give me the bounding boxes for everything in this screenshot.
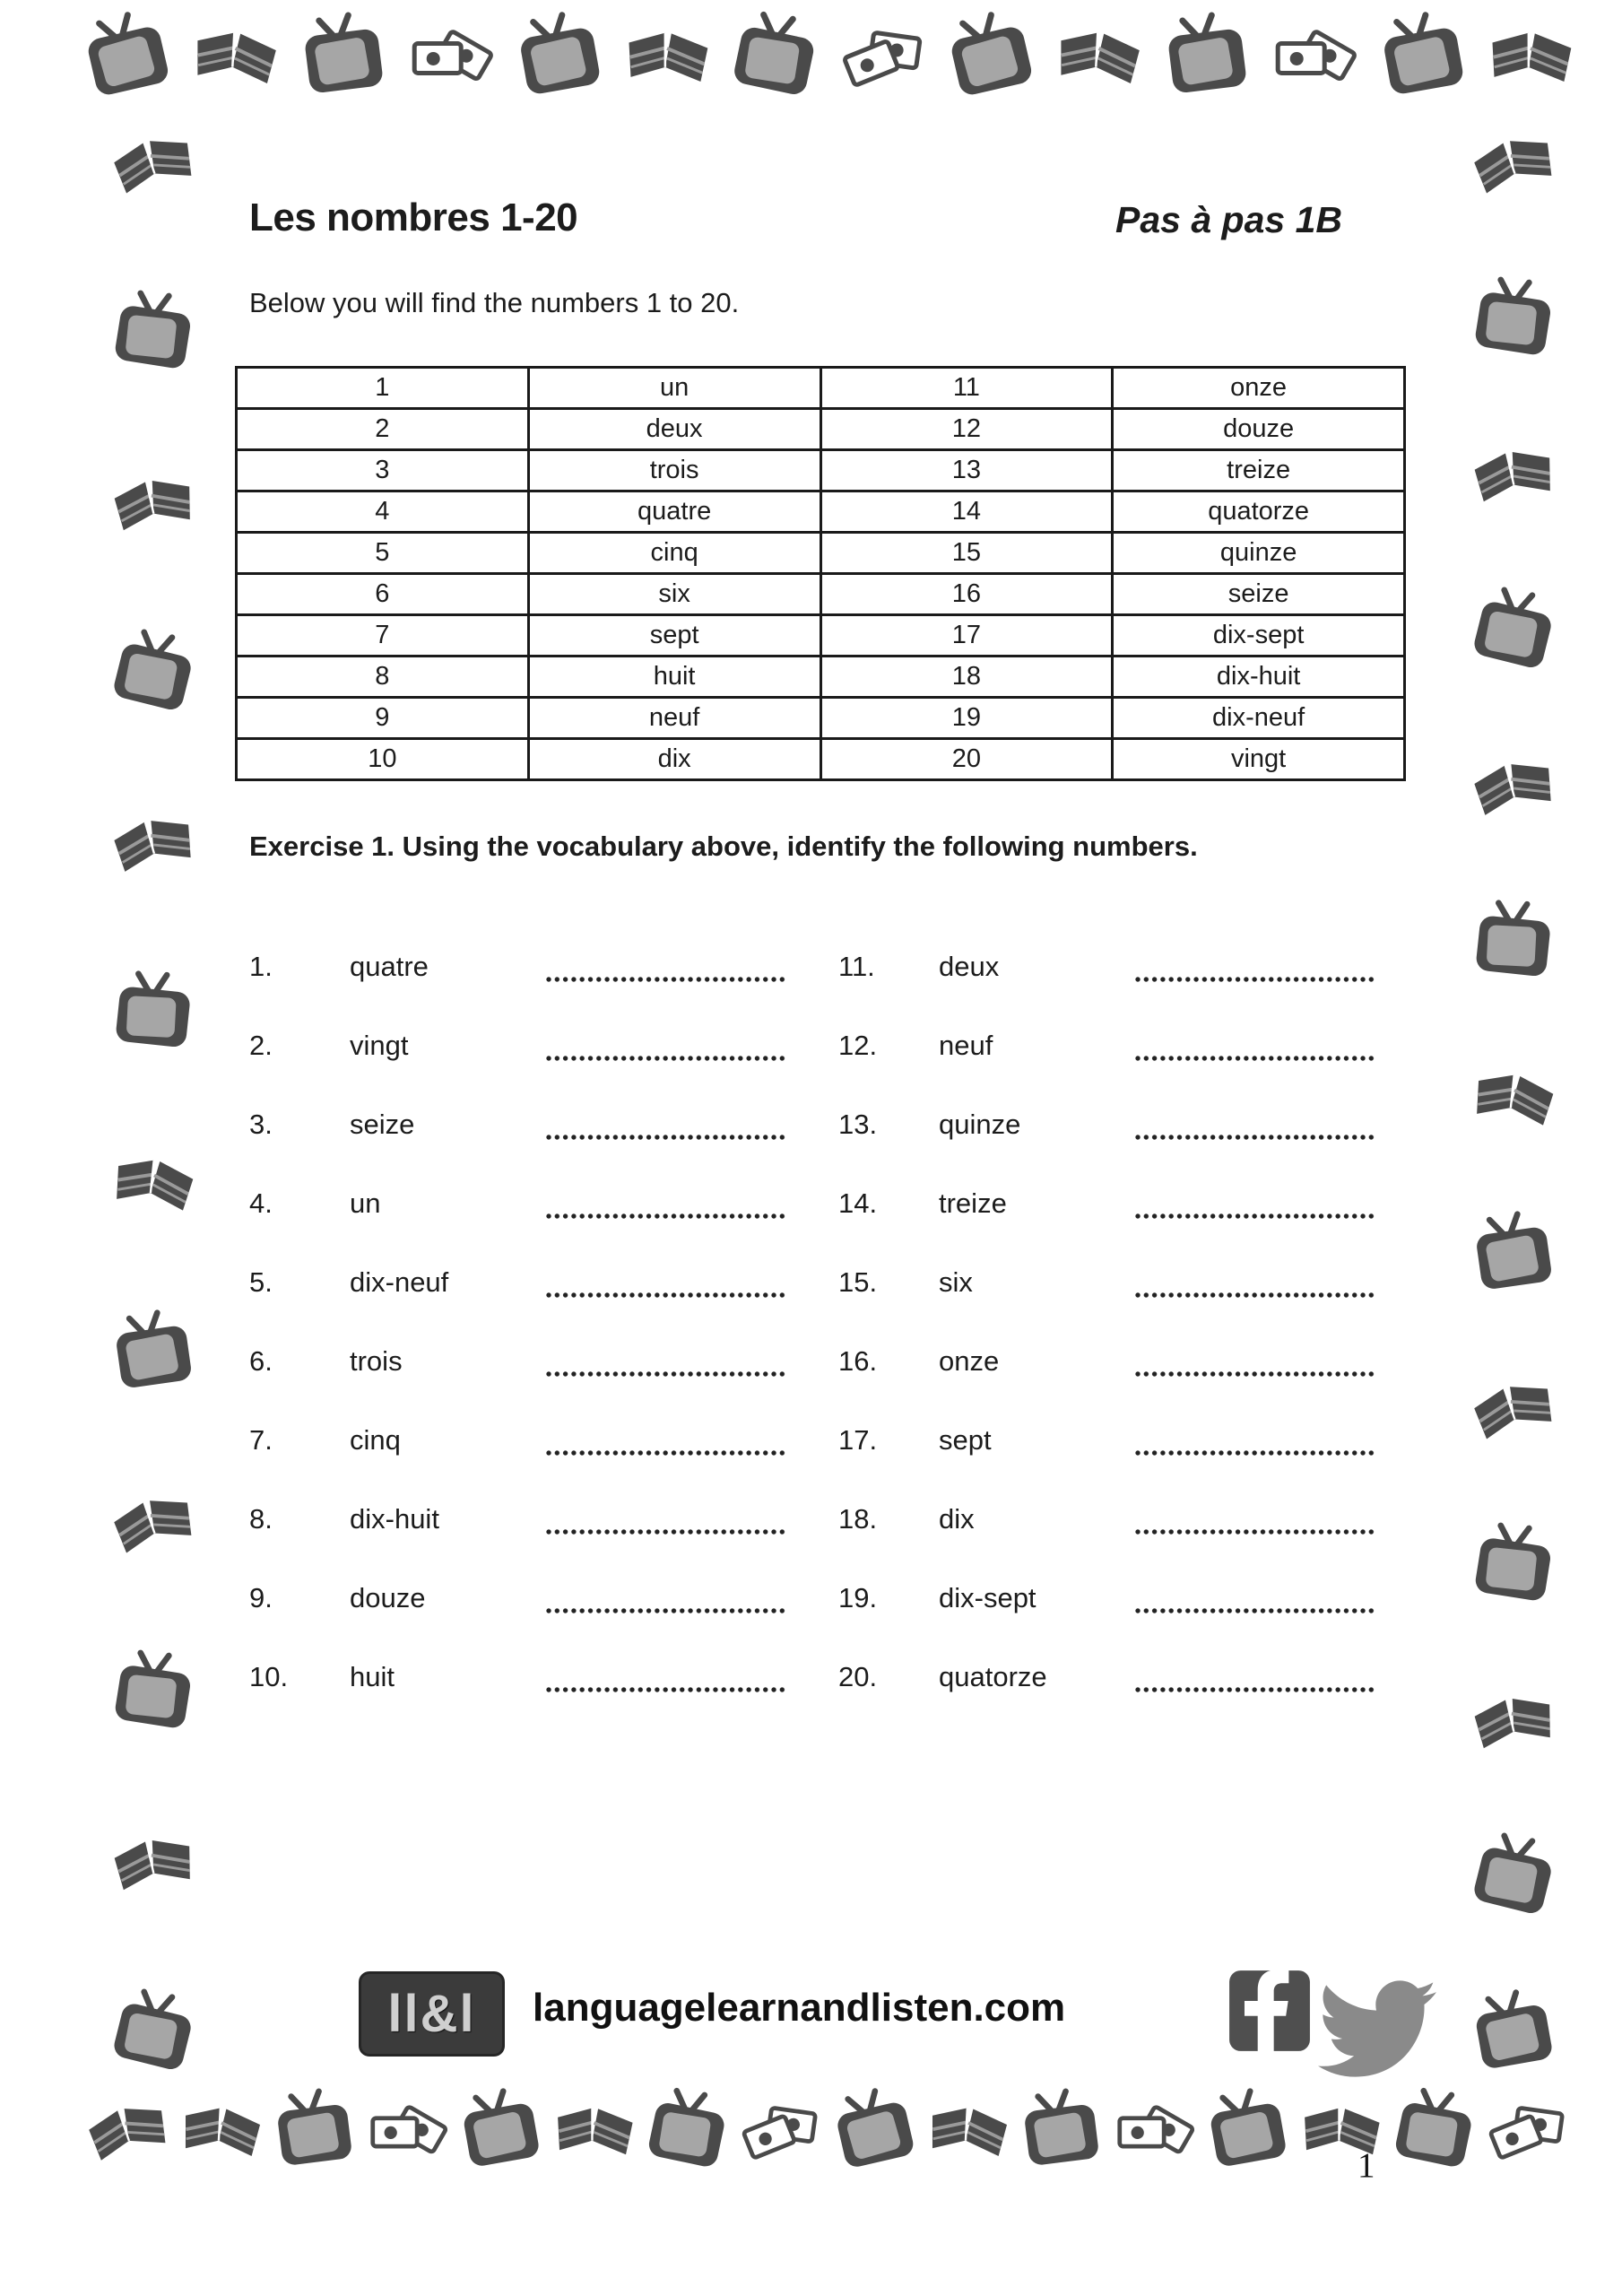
vocab-word-cell: onze (1113, 368, 1405, 409)
answer-blank (545, 1607, 785, 1615)
flag-icon (1466, 428, 1562, 524)
tv-icon (293, 7, 393, 107)
answer-blank (1134, 1213, 1375, 1221)
vocab-word-cell: un (528, 368, 820, 409)
website-link[interactable]: languagelearnandlisten.com (533, 1986, 1066, 2030)
exercise-item-word: quinze (939, 1109, 1021, 1140)
twitter-icon[interactable] (1318, 1970, 1436, 2059)
exercise-item (249, 1175, 787, 1254)
vocab-word-cell: douze (1113, 409, 1405, 450)
exercise-item-number: 6. (249, 1345, 273, 1377)
exercise-item (838, 1017, 1385, 1096)
exercise-item-number: 15. (838, 1266, 878, 1298)
tv-icon (106, 967, 201, 1062)
vocab-word-cell: cinq (528, 533, 820, 574)
vocab-word-cell: dix-huit (1113, 657, 1405, 698)
exercise-item-word: huit (350, 1661, 395, 1692)
answer-blank (545, 1292, 785, 1300)
social-links (1228, 1970, 1436, 2059)
table-row (237, 657, 1405, 698)
vocab-number-cell: 20 (820, 739, 1113, 780)
exercise-item-number: 2. (249, 1030, 273, 1061)
money-icon (356, 2079, 459, 2182)
border-top (82, 9, 1575, 106)
tv-icon (101, 1981, 205, 2085)
exercise-item (249, 1254, 787, 1333)
vocab-number-cell: 14 (820, 491, 1113, 533)
exercise-item-number: 20. (838, 1661, 878, 1692)
exercise-item-number: 4. (249, 1187, 273, 1219)
exercise-item-word: quatre (350, 951, 429, 982)
exercise-item-word: quatorze (939, 1661, 1047, 1692)
vocab-table-body (237, 368, 1405, 780)
exercise-item-word: douze (350, 1582, 426, 1613)
facebook-icon[interactable] (1228, 1970, 1311, 2057)
answer-blank (545, 1134, 785, 1142)
flag-icon (184, 6, 286, 109)
flag-icon (77, 2080, 179, 2182)
vocab-number-cell: 8 (237, 657, 529, 698)
answer-blank (1134, 1055, 1375, 1063)
tv-icon (104, 285, 203, 384)
answer-blank (545, 1686, 785, 1694)
exercise-item (249, 1017, 787, 1096)
vocab-word-cell: six (528, 574, 820, 615)
tv-icon (267, 2083, 362, 2179)
vocab-word-cell: dix (528, 739, 820, 780)
tv-icon (937, 4, 1045, 111)
exercise-item-number: 19. (838, 1582, 878, 1613)
vocab-number-cell: 9 (237, 698, 529, 739)
tv-icon (1383, 2081, 1485, 2182)
table-row (237, 574, 1405, 615)
exercise-item-number: 14. (838, 1187, 878, 1219)
border-bottom (85, 2086, 1570, 2176)
money-icon (397, 3, 506, 111)
exercise-item (838, 1570, 1385, 1648)
vocab-word-cell: quinze (1113, 533, 1405, 574)
vocab-word-cell: treize (1113, 450, 1405, 491)
vocab-number-cell: 17 (820, 615, 1113, 657)
exercise-item-word: treize (939, 1187, 1007, 1219)
exercise-item (838, 1491, 1385, 1570)
exercise-item-number: 7. (249, 1424, 273, 1456)
exercise-item-number: 10. (249, 1661, 289, 1692)
vocab-number-cell: 18 (820, 657, 1113, 698)
exercise-item-word: six (939, 1266, 973, 1298)
tv-icon (1462, 579, 1566, 683)
page-title: Les nombres 1-20 (249, 196, 578, 239)
exercise-item (249, 1412, 787, 1491)
vocab-word-cell: quatorze (1113, 491, 1405, 533)
flag-icon (101, 112, 204, 215)
exercise-item-word: un (350, 1187, 381, 1219)
exercise-item (838, 1254, 1385, 1333)
table-row (237, 450, 1405, 491)
answer-blank (545, 1055, 785, 1063)
flag-icon (919, 2083, 1017, 2180)
tv-icon (74, 4, 181, 111)
tv-icon (1465, 1205, 1562, 1302)
exercise-item (838, 1333, 1385, 1412)
flag-icon (1463, 737, 1563, 837)
exercise-item-number: 18. (838, 1503, 878, 1535)
table-row (237, 533, 1405, 574)
flag-icon (172, 2083, 270, 2180)
flag-icon (618, 8, 716, 107)
exercise-item-word: deux (939, 951, 1000, 982)
answer-blank (545, 1213, 785, 1221)
answer-blank (1134, 1686, 1375, 1694)
exercise-item-word: onze (939, 1345, 1000, 1377)
tv-icon (105, 1305, 202, 1402)
table-row (237, 368, 1405, 409)
exercise-item-number: 12. (838, 1030, 878, 1061)
flag-icon (1047, 6, 1149, 109)
answer-blank (1134, 1449, 1375, 1457)
vocab-word-cell: dix-neuf (1113, 698, 1405, 739)
money-icon (733, 2083, 828, 2179)
exercise-item-word: cinq (350, 1424, 401, 1456)
course-label: Pas à pas 1B (1115, 199, 1342, 240)
vocab-word-cell: seize (1113, 574, 1405, 615)
flag-icon (103, 794, 203, 893)
answer-blank (545, 976, 785, 984)
table-row (237, 491, 1405, 533)
exercise-item (249, 1096, 787, 1175)
flag-icon (1462, 1359, 1565, 1462)
flag-icon (1462, 1048, 1565, 1150)
exercise-item-number: 9. (249, 1582, 273, 1613)
exercise-item-number: 11. (838, 951, 875, 982)
vocab-number-cell: 4 (237, 491, 529, 533)
flag-icon (1481, 8, 1580, 107)
vocab-word-cell: dix-sept (1113, 615, 1405, 657)
exercise-item (838, 1096, 1385, 1175)
vocab-number-cell: 5 (237, 533, 529, 574)
vocab-word-cell: quatre (528, 491, 820, 533)
exercise-item (838, 938, 1385, 1017)
tv-icon (722, 4, 828, 111)
intro-text: Below you will find the numbers 1 to 20. (249, 287, 740, 318)
flag-icon (102, 1133, 204, 1235)
flag-icon (106, 456, 202, 552)
exercise-item-word: neuf (939, 1030, 993, 1061)
table-row (237, 698, 1405, 739)
page-number: 1 (1357, 2146, 1375, 2185)
answer-blank (1134, 1134, 1375, 1142)
answer-blank (545, 1370, 785, 1378)
answer-blank (1134, 1292, 1375, 1300)
tv-icon (638, 2081, 739, 2182)
flag-icon (1462, 112, 1565, 215)
exercise-item (249, 1648, 787, 1727)
exercise-item (249, 938, 787, 1017)
exercise-item (838, 1175, 1385, 1254)
tv-icon (1198, 2082, 1297, 2180)
table-row (237, 409, 1405, 450)
exercise-item-number: 5. (249, 1266, 273, 1298)
money-icon (1261, 3, 1369, 111)
vocab-word-cell: vingt (1113, 739, 1405, 780)
vocab-number-cell: 2 (237, 409, 529, 450)
answer-blank (545, 1528, 785, 1536)
tv-icon (1157, 7, 1256, 107)
flag-icon (548, 2084, 641, 2178)
exercise-item-word: sept (939, 1424, 992, 1456)
exercise-item-number: 3. (249, 1109, 273, 1140)
table-row (237, 739, 1405, 780)
answer-blank (1134, 1370, 1375, 1378)
tv-icon (823, 2080, 925, 2182)
vocab-number-cell: 13 (820, 450, 1113, 491)
vocab-number-cell: 3 (237, 450, 529, 491)
border-left (81, 121, 226, 2076)
table-row (237, 615, 1405, 657)
exercise-column-right (838, 938, 1385, 1727)
site-logo (359, 1971, 505, 2057)
vocab-word-cell: trois (528, 450, 820, 491)
exercise-item-word: dix (939, 1503, 975, 1535)
tv-icon (101, 622, 205, 726)
answer-blank (1134, 976, 1375, 984)
tv-icon (452, 2082, 551, 2180)
tv-icon (1371, 5, 1475, 109)
tv-icon (1464, 271, 1563, 370)
tv-icon (1466, 896, 1561, 991)
exercise-item-number: 13. (838, 1109, 878, 1140)
money-icon (1479, 2083, 1575, 2179)
vocab-number-cell: 7 (237, 615, 529, 657)
exercise-item-word: seize (350, 1109, 415, 1140)
vocab-number-cell: 10 (237, 739, 529, 780)
money-icon (1103, 2079, 1206, 2182)
vocab-number-cell: 16 (820, 574, 1113, 615)
exercise-item (249, 1333, 787, 1412)
vocab-number-cell: 11 (820, 368, 1113, 409)
tv-icon (1462, 1825, 1566, 1929)
exercise-column-left (249, 938, 787, 1727)
vocab-number-cell: 6 (237, 574, 529, 615)
exercise-item-word: trois (350, 1345, 403, 1377)
money-icon (832, 7, 933, 109)
flag-icon (1466, 1674, 1562, 1770)
tv-icon (1013, 2083, 1108, 2179)
exercise-item-number: 1. (249, 951, 273, 982)
flag-icon (101, 1472, 204, 1575)
exercise-item-number: 17. (838, 1424, 878, 1456)
vocab-number-cell: 15 (820, 533, 1113, 574)
exercise-item-word: vingt (350, 1030, 409, 1061)
vocab-table (235, 366, 1406, 781)
site-logo-text: ll&l (387, 1985, 476, 2043)
exercise-heading: Exercise 1. Using the vocabulary above, identify the following numbers. (249, 831, 1198, 862)
vocab-number-cell: 19 (820, 698, 1113, 739)
vocab-word-cell: huit (528, 657, 820, 698)
tv-icon (104, 1644, 203, 1743)
exercise-item (838, 1648, 1385, 1727)
vocab-word-cell: neuf (528, 698, 820, 739)
answer-blank (1134, 1607, 1375, 1615)
exercise-item-word: dix-neuf (350, 1266, 449, 1298)
exercise-item-number: 16. (838, 1345, 878, 1377)
flag-icon (106, 1815, 202, 1911)
vocab-number-cell: 12 (820, 409, 1113, 450)
exercise-item-word: dix-sept (939, 1582, 1037, 1613)
tv-icon (1463, 1983, 1563, 2083)
exercise-item (249, 1491, 787, 1570)
vocab-number-cell: 1 (237, 368, 529, 409)
exercise-item-word: dix-huit (350, 1503, 439, 1535)
tv-icon (1464, 1517, 1563, 1615)
answer-blank (545, 1449, 785, 1457)
vocab-word-cell: sept (528, 615, 820, 657)
vocab-word-cell: deux (528, 409, 820, 450)
border-right (1445, 121, 1582, 2076)
exercise-item-number: 8. (249, 1503, 273, 1535)
tv-icon (507, 5, 612, 109)
exercise-item (249, 1570, 787, 1648)
exercise-item (838, 1412, 1385, 1491)
answer-blank (1134, 1528, 1375, 1536)
